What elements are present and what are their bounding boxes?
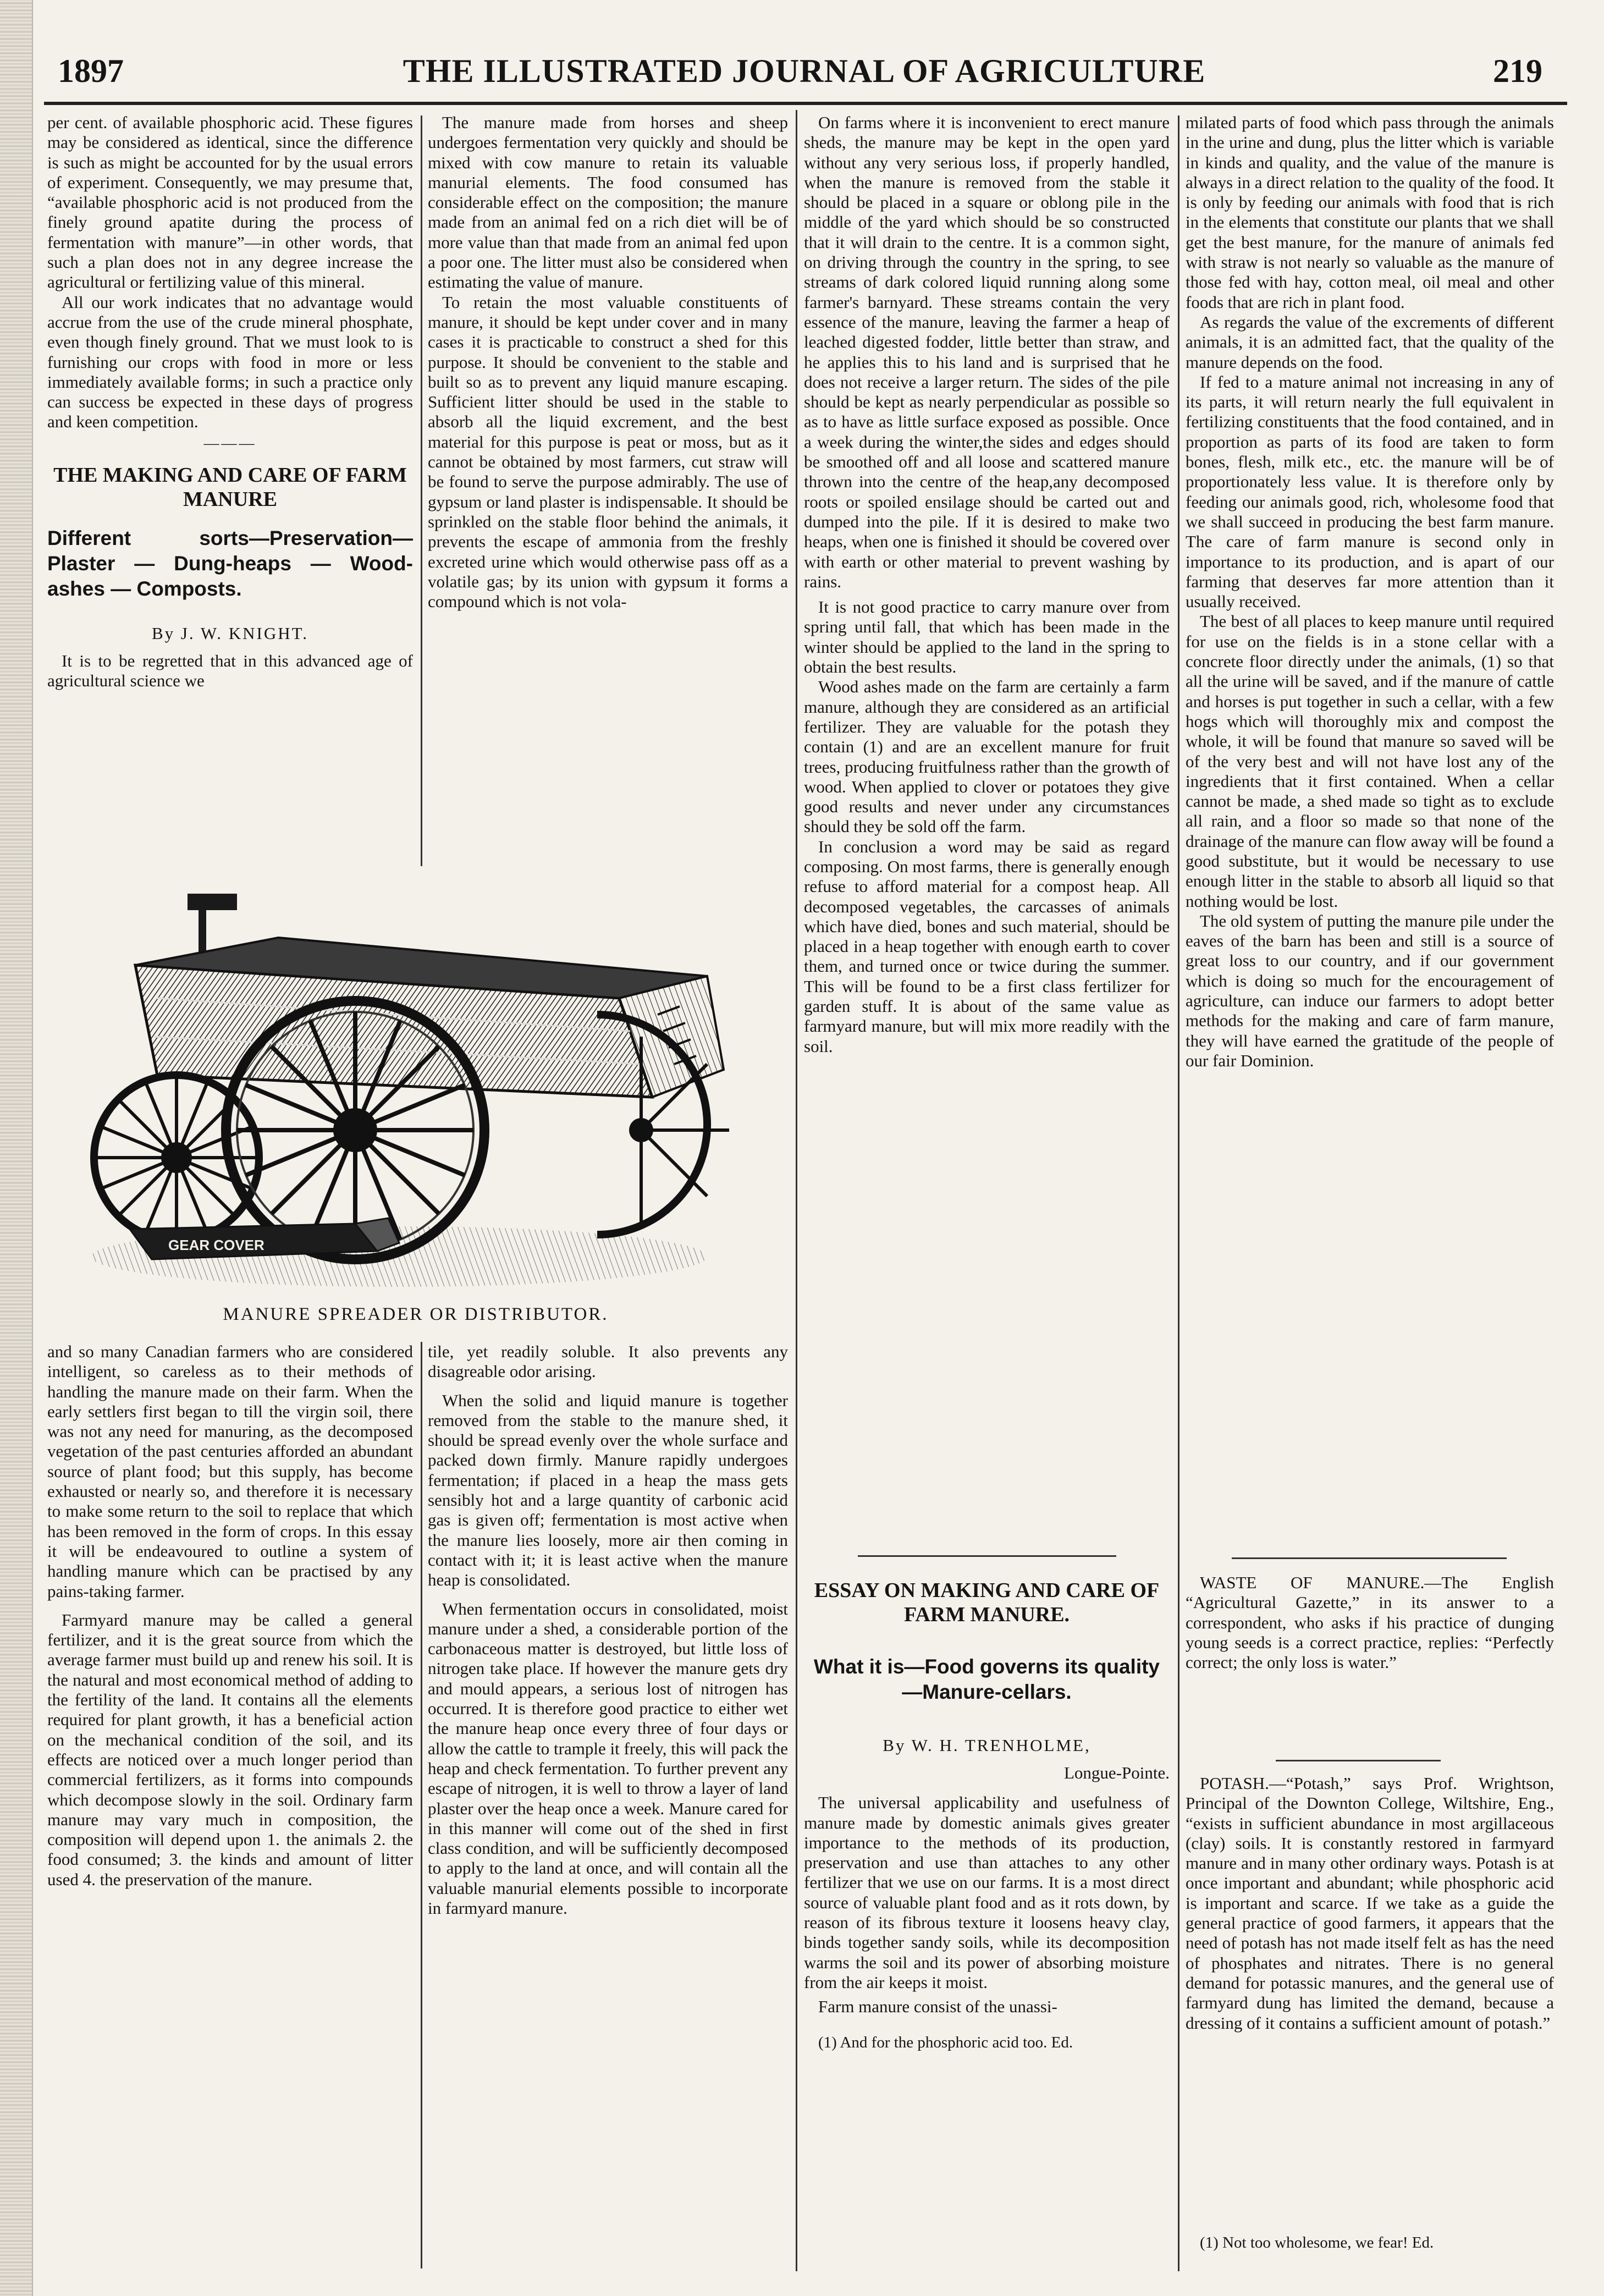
- paragraph: The best of all places to keep manure until required for use on the fields is in a stone cellar with a concrete floor directly under the animals, (1) so that all the urine will be saved, and if the manure of cattle and horses is put together in such a cellar, with a few hogs which will thoroughly mix and compost the whole, it will be found that manure so saved will be of the very best and will not have lost any of the ingredients that it first contained. When a cellar cannot be made, a shed made so tight as to exclude all rain, and a floor so made so that none of the drainage of the manure can flow away will be found a good substitute, but it would be necessary to use enough litter in the stable to absorb all liquid so that nothing would be lost.: [1186, 612, 1554, 911]
- manure-spreader-illustration: [47, 872, 784, 1303]
- paragraph: All our work indicates that no advantage would accrue from the use of the crude mineral phosphate, even though finely ground. That we must look to is furnishing our crops with food in more or less immediately available forms; in such a practice only can success be expected in these days of progress and keen competition.: [47, 292, 413, 432]
- paragraph: per cent. of available phosphoric acid. These figures may be considered as identical, since the difference is such as might be accounted for by the usual errors of experiment. Consequently, we may presume that, “available phosphoric acid is not produced from the finely ground apatite during the process of fermentation with manure”—in other words, that such a plan does not in any degree increase the agricultural or fertilizing value of this mineral.: [47, 113, 413, 292]
- page-number: 219: [1493, 53, 1542, 89]
- figure-caption: MANURE SPREADER OR DISTRIBUTOR.: [223, 1304, 609, 1324]
- paragraph: If fed to a mature animal not increasing in any of its parts, it will return nearly the full equivalent in fertilizing constituents that the food contained, and in proportion as parts of its food are taken to form bones, flesh, milk etc., etc. the manure will be of proportionately less value. It is therefore only by feeding our animals good, rich, wholesome food that we shall succeed in producing the best farm manure. The care of farm manure is second only in importance to its production, and is apart of our farming that deserves far more attention than it usually received.: [1186, 372, 1554, 612]
- paragraph: When the solid and liquid manure is together removed from the stable to the manure shed, it should be spread evenly over the whole surface and packed down firmly. Manure rapidly undergoes fermentation; if placed in a heap the mass gets sensibly hot and a large quantity of carbonic acid gas is given off; fermentation is most active when the manure lies loosely, more air then coming in contact with it; it is least active when the manure heap is consolidated.: [428, 1390, 788, 1590]
- binding-edge: [0, 0, 33, 2296]
- article-2-byline: By W. H. TRENHOLME,: [883, 1736, 1091, 1755]
- paragraph: milated parts of food which pass through the animals in the urine and dung, plus the litter which is variable in kinds and quality, and the value of the manure is always in a direct relation to the quality of the food. It is only by feeding our animals with food that is rich in the elements that constitute our plants that we shall get the best manure, for the manure of animals fed with straw is not nearly so valuable as the manure of those fed with hay, cotton meal, oil meal and other foods that are rich in plant food.: [1186, 113, 1554, 312]
- column-divider: [796, 110, 797, 2271]
- column-divider: [1178, 115, 1179, 2271]
- potash-item: [1186, 1774, 1554, 2208]
- footnote: (1) And for the phosphoric acid too. Ed.: [818, 2033, 1073, 2051]
- paragraph: tile, yet readily soluble. It also prevents any disagreable odor arising.: [428, 1342, 788, 1381]
- footnote: (1) Not too wholesome, we fear! Ed.: [1200, 2234, 1434, 2251]
- paragraph: It is to be regretted that in this advanced age of agricultural science we: [47, 651, 413, 691]
- article-2-headline: ESSAY ON MAKING AND CARE OF FARM MANURE.: [814, 1579, 1160, 1626]
- article-1-byline: By J. W. KNIGHT.: [151, 623, 309, 643]
- journal-title: THE ILLUSTRATED JOURNAL OF AGRICULTURE: [403, 53, 1206, 89]
- column-4-footnote: [1186, 2233, 1554, 2266]
- page-header: [41, 52, 1567, 99]
- article-separator: [858, 1555, 1116, 1557]
- paragraph: Wood ashes made on the farm are certainly a farm manure, although they are considered as an artificial fertilizer. They are valuable for the potash they contain (1) and are an excellent manure for fruit trees, producing fruitfulness rather than the growth of wood. When applied to clover or potatoes they give good results and never under any circumstances should they be sold off the farm.: [804, 677, 1170, 836]
- paragraph: It is not good practice to carry manure over from spring until fall, that which has been made in the winter should be applied to the land in the spring to obtain the best results.: [804, 597, 1170, 677]
- article-2-subhead: What it is—Food governs its quality —Manure-cellars.: [813, 1655, 1160, 1703]
- item-separator: [1232, 1557, 1507, 1559]
- column-2-top: [428, 113, 788, 872]
- column-3-top: [804, 113, 1170, 1551]
- item-separator: [1276, 1760, 1441, 1761]
- column-1-bottom: [47, 1342, 413, 2269]
- paragraph: As regards the value of the excrements of different animals, it is an admitted fact, that the quality of the manure depends on the food.: [1186, 312, 1554, 372]
- paragraph: Farm manure consist of the unassi-: [818, 1997, 1057, 2017]
- column-1-top: [47, 113, 413, 872]
- column-2-bottom: [428, 1342, 788, 2269]
- column-divider: [421, 115, 422, 866]
- paragraph: On farms where it is inconvenient to erect manure sheds, the manure may be kept in the open yard without any very serious loss, if properly handled, when the manure is removed from the stable it should be placed in a square or oblong pile in the middle of the yard which should be so constructed that it will drain to the centre. It is a common sight, on driving through the country in the spring, to see streams of dark colored liquid running along some farmer's barnyard. These streams contain the very essence of the manure, leaving the farmer a heap of leached digested fodder, little better than straw, and he applies this to his land and is surprised that he does not receive a larger return. The sides of the pile should be kept as nearly perpendicular as possible so as to have as little surface exposed as possible. Once a week during the winter,the sides and edges should be smoothed off and all loose and scattered manure thrown into the centre of the heap,any decomposed roots or spoiled ensilage should be carted out and dumped into the pile. If it is desired to make two heaps, when one is finished it should be covered over with earth or other material to prevent washing by rains.: [804, 113, 1170, 591]
- paragraph: To retain the most valuable constituents of manure, it should be kept under cover and in many cases it is practicable to construct a shed for this purpose. It should be convenient to the stable and built so as to prevent any liquid manure escaping. Sufficient litter should be used in the stable to absorb all the liquid excrement, and the best material for this purpose is peat or moss, but as it cannot be obtained by most farmers, cut straw will be found to serve the purpose admirably. The use of gypsum or land plaster is indispensable. It should be sprinkled on the stable floor behind the animals, it prevents the escape of ammonia from the freshly excreted urine which would otherwise pass off as a volatile gas; by its union with gypsum it forms a compound which is not vola-: [428, 292, 788, 612]
- paragraph: WASTE OF MANURE.—The English “Agricultural Gazette,” in its answer to a correspondent, who asks if his practice of dunging young seeds is a correct practice, replies: “Perfectly correct; the only loss is water.”: [1186, 1573, 1554, 1672]
- paragraph: When fermentation occurs in consolidated, moist manure under a shed, a considerable portion of the carbonaceous matter is destroyed, but little loss of nitrogen take place. If however the manure gets dry and mould appears, a serious lost of nitrogen has occurred. It is therefore good practice to either wet the manure heap once every three of four days or allow the cattle to tramp​le it freely, this will pack the heap and check fermentation. To further prevent any escape of nitrogen, it is well to throw a layer of land plaster over the heap once a week. Manure cared for in this manner will come out of the shed in first class condition, and will be sufficiently decomposed to apply to the land at once, and will contain all the valuable manurial elements possible to incorporate in farmyard manure.: [428, 1599, 788, 1918]
- paragraph: In conclusion a word may be said as regard composing. On most farms, there is generally enough refuse to afford material for a compost heap. All decomposed vegetables, the carcasses of animals which have died, bones and such material, should be placed in a heap together with enough earth to cover them, and turned once or twice during the summer. This will be found to be a first class fertilizer for garden stuff. It is about of the same value as farmyard manure, but will mix more readily with the soil.: [804, 836, 1170, 1056]
- article-1-subhead: Different sorts—Preservation—Plaster — Dung-heaps — Wood-ashes — Composts.: [47, 526, 413, 600]
- column-divider: [421, 1342, 422, 2269]
- gear-cover-label: GEAR COVER: [168, 1237, 264, 1253]
- separator: ———: [203, 434, 257, 452]
- paragraph: Farmyard manure may be called a general fertilizer, and it is the great source from which the average farmer must build up and renew his soil. It is the natural and most economical method of adding to the fertility of the land. It contains all the elements required for plant growth, it has a beneficial action on the mechanical condition of the soil, and its effects are noticed over a much longer period than commercial fertilizers, as it forms into compounds which decompose slowly in the soil. Ordinary farm manure may vary much in composition, the composition will depend upon 1. the animals 2. the food consumed; 3. the kinds and amount of litter used 4. the preservation of the manure.: [47, 1610, 413, 1889]
- paragraph: The manure made from horses and sheep undergoes fermentation very quickly and should be mixed with cow manure to retain its valuable manurial elements. The food consumed has considerable effect on the composition; the manure made from an animal fed on a rich diet will be of more value than that made from an animal fed upon a poor one. The litter must also be considered when estimating the value of manure.: [428, 113, 788, 292]
- manure-spreader-drawing: [47, 872, 784, 1303]
- paragraph: The universal applicability and usefulness of manure made by domestic animals gives greater importance to the methods of its production, preservation and use than attaches to any other fertilizer that we use on our farms. It is a most direct source of valuable plant food and as it rots down, by reason of its fibrous texture it loosens heavy clay, binds together sandy soils, while its decomposition warms the soil and its power of absorbing moisture from the air keeps it moist.: [804, 1793, 1170, 1992]
- column-3-bottom: [804, 1578, 1170, 2271]
- article-1-headline: THE MAKING AND CARE OF FARM MANURE: [53, 463, 407, 511]
- waste-of-manure-item: [1186, 1573, 1554, 1743]
- paragraph: and so many Canadian farmers who are considered intelligent, so careless as to their methods of handling the manure made on their farm. When the early settlers first began to till the virgin soil, there was not any need for manuring, as the decomposed vegetation of the past centuries afforded an abundant source of plant food; but this supply, has become exhausted or nearly so, and therefore it is necessary to make some return to the soil to replace that which has been removed in the form of crops. In this essay it will be endeavoured to outline a system of handling manure which can be practised by any pains-taking farmer.: [47, 1342, 413, 1601]
- header-rule: [44, 102, 1567, 105]
- article-2-place: Longue-Pointe.: [1064, 1763, 1170, 1782]
- column-4-top: [1186, 113, 1554, 1554]
- paragraph: POTASH.—“Potash,” says Prof. Wrightson, Principal of the Downton College, Wiltshire, Eng., “exists in sufficient abundance in most argillaceous (clay) soils. It is constantly restored in farmyard manure and in many other ordinary ways. Potash is at once important and abundant; while phosphoric acid is important and scarce. If we take as a guide the general practice of good farmers, it appears that the need of potash has not made itself felt as has the need of phosphates and nitrates. There is no general demand for potassic manures, and the general use of farmyard dung has limited the demand, because a dressing of it contains a sufficient amount of potash.”: [1186, 1774, 1554, 2033]
- paragraph: The old system of putting the manure pile under the eaves of the barn has been and still is a source of great loss to our country, and if our government which is doing so much for the encouragement of agriculture, can induce our farmers to adopt better methods for the making and care of farm manure, they will have earned the gratitude of the people of our fair Dominion.: [1186, 911, 1554, 1070]
- header-year: 1897: [58, 53, 124, 89]
